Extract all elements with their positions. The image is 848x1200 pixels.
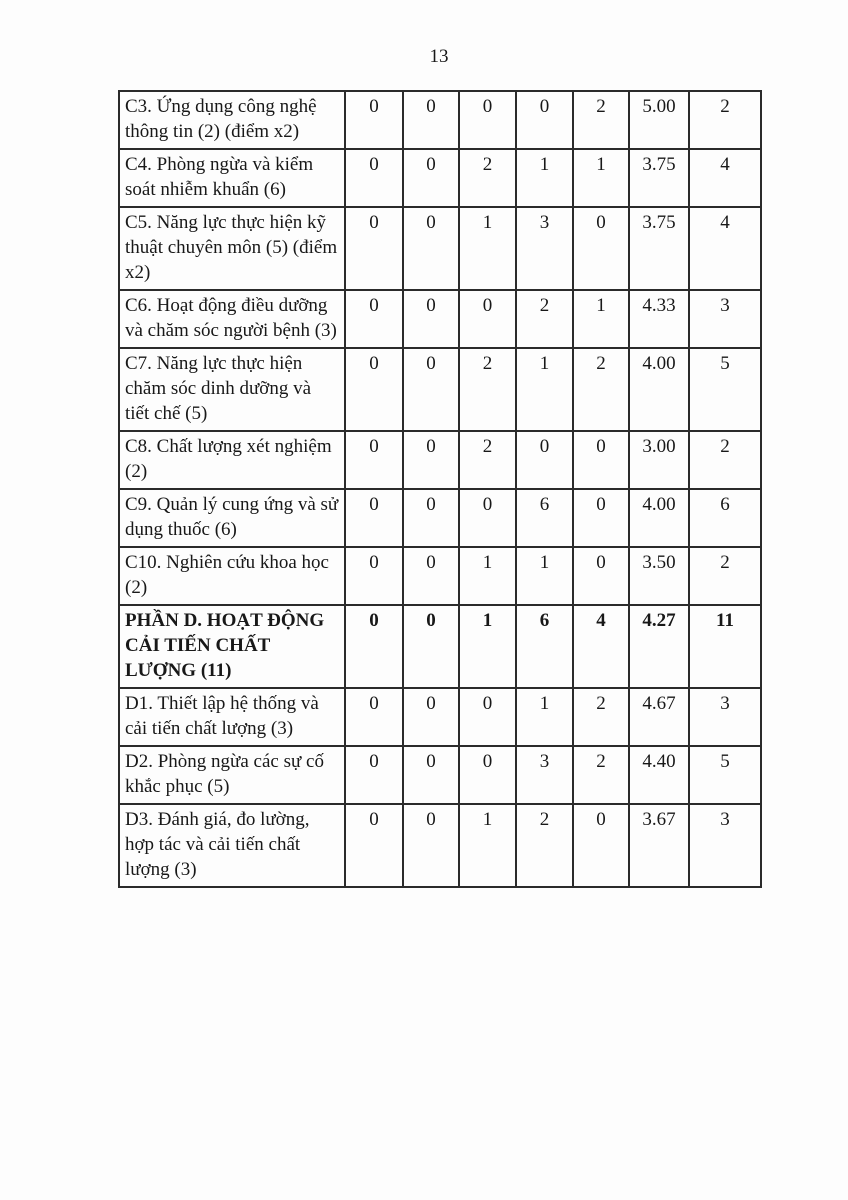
table-row — [119, 431, 761, 489]
value-cell: 4.40 — [629, 746, 689, 804]
value-cell: 0 — [573, 547, 629, 605]
value-cell: 3 — [516, 746, 573, 804]
value-cell: 1 — [459, 547, 516, 605]
value-cell: 0 — [345, 91, 403, 149]
criterion-label: C6. Hoạt động điều dưỡng và chăm sóc người bệnh (3) — [119, 290, 345, 348]
value-cell: 0 — [573, 804, 629, 887]
value-cell: 0 — [403, 804, 459, 887]
criterion-label: C4. Phòng ngừa và kiểm soát nhiễm khuẩn (6) — [119, 149, 345, 207]
value-cell: 4 — [573, 605, 629, 688]
value-cell: 4.00 — [629, 489, 689, 547]
criterion-label: D3. Đánh giá, đo lường, hợp tác và cải tiến chất lượng (3) — [119, 804, 345, 887]
table-row — [119, 149, 761, 207]
criterion-label: C7. Năng lực thực hiện chăm sóc dinh dưỡng và tiết chế (5) — [119, 348, 345, 431]
value-cell: 1 — [573, 149, 629, 207]
value-cell: 3.67 — [629, 804, 689, 887]
criterion-label: C8. Chất lượng xét nghiệm (2) — [119, 431, 345, 489]
value-cell: 0 — [403, 149, 459, 207]
value-cell: 3.75 — [629, 207, 689, 290]
criterion-label: D2. Phòng ngừa các sự cố khắc phục (5) — [119, 746, 345, 804]
value-cell: 0 — [345, 605, 403, 688]
criterion-label: PHẦN D. HOẠT ĐỘNG CẢI TIẾN CHẤT LƯỢNG (11) — [119, 605, 345, 688]
value-cell: 3 — [516, 207, 573, 290]
value-cell: 0 — [573, 431, 629, 489]
table-row — [119, 290, 761, 348]
value-cell: 0 — [345, 547, 403, 605]
value-cell: 1 — [459, 605, 516, 688]
value-cell: 4 — [689, 149, 761, 207]
value-cell: 0 — [516, 431, 573, 489]
value-cell: 2 — [689, 547, 761, 605]
results-table-body — [119, 91, 761, 887]
value-cell: 2 — [459, 348, 516, 431]
value-cell: 6 — [516, 489, 573, 547]
value-cell: 1 — [516, 688, 573, 746]
value-cell: 2 — [573, 746, 629, 804]
value-cell: 0 — [345, 688, 403, 746]
value-cell: 6 — [516, 605, 573, 688]
value-cell: 0 — [345, 431, 403, 489]
value-cell: 0 — [403, 688, 459, 746]
value-cell: 0 — [459, 746, 516, 804]
value-cell: 2 — [516, 804, 573, 887]
value-cell: 5 — [689, 746, 761, 804]
value-cell: 1 — [459, 207, 516, 290]
value-cell: 5 — [689, 348, 761, 431]
value-cell: 0 — [345, 149, 403, 207]
criterion-label: C3. Ứng dụng công nghệ thông tin (2) (điểm x2) — [119, 91, 345, 149]
value-cell: 0 — [345, 804, 403, 887]
value-cell: 3 — [689, 804, 761, 887]
value-cell: 0 — [403, 431, 459, 489]
value-cell: 0 — [403, 91, 459, 149]
value-cell: 0 — [345, 746, 403, 804]
value-cell: 4 — [689, 207, 761, 290]
value-cell: 1 — [516, 547, 573, 605]
table-row — [119, 804, 761, 887]
value-cell: 0 — [403, 489, 459, 547]
value-cell: 0 — [573, 207, 629, 290]
value-cell: 11 — [689, 605, 761, 688]
criterion-label: C5. Năng lực thực hiện kỹ thuật chuyên môn (5) (điểm x2) — [119, 207, 345, 290]
quality-criteria-table — [118, 90, 762, 888]
value-cell: 1 — [516, 348, 573, 431]
value-cell: 0 — [403, 348, 459, 431]
value-cell: 0 — [345, 290, 403, 348]
value-cell: 3.00 — [629, 431, 689, 489]
table-row — [119, 489, 761, 547]
value-cell: 0 — [403, 290, 459, 348]
value-cell: 0 — [403, 746, 459, 804]
value-cell: 0 — [403, 207, 459, 290]
criterion-label: C9. Quản lý cung ứng và sử dụng thuốc (6) — [119, 489, 345, 547]
value-cell: 1 — [516, 149, 573, 207]
value-cell: 0 — [459, 489, 516, 547]
criterion-label: C10. Nghiên cứu khoa học (2) — [119, 547, 345, 605]
value-cell: 2 — [573, 348, 629, 431]
value-cell: 0 — [459, 290, 516, 348]
value-cell: 2 — [516, 290, 573, 348]
value-cell: 0 — [573, 489, 629, 547]
table-row — [119, 605, 761, 688]
value-cell: 0 — [345, 489, 403, 547]
value-cell: 2 — [573, 91, 629, 149]
table-row — [119, 547, 761, 605]
value-cell: 0 — [345, 348, 403, 431]
value-cell: 3 — [689, 688, 761, 746]
value-cell: 0 — [403, 547, 459, 605]
value-cell: 2 — [459, 431, 516, 489]
page-number: 13 — [429, 46, 449, 67]
table-row — [119, 348, 761, 431]
value-cell: 4.33 — [629, 290, 689, 348]
value-cell: 2 — [459, 149, 516, 207]
value-cell: 0 — [403, 605, 459, 688]
value-cell: 4.00 — [629, 348, 689, 431]
value-cell: 0 — [345, 207, 403, 290]
value-cell: 3.50 — [629, 547, 689, 605]
value-cell: 2 — [689, 91, 761, 149]
value-cell: 5.00 — [629, 91, 689, 149]
value-cell: 3 — [689, 290, 761, 348]
value-cell: 2 — [689, 431, 761, 489]
value-cell: 0 — [459, 91, 516, 149]
value-cell: 1 — [459, 804, 516, 887]
value-cell: 1 — [573, 290, 629, 348]
value-cell: 4.67 — [629, 688, 689, 746]
value-cell: 3.75 — [629, 149, 689, 207]
table-row — [119, 207, 761, 290]
value-cell: 0 — [516, 91, 573, 149]
table-row — [119, 688, 761, 746]
table-row — [119, 91, 761, 149]
table-row — [119, 746, 761, 804]
value-cell: 6 — [689, 489, 761, 547]
value-cell: 4.27 — [629, 605, 689, 688]
value-cell: 0 — [459, 688, 516, 746]
criterion-label: D1. Thiết lập hệ thống và cải tiến chất lượng (3) — [119, 688, 345, 746]
value-cell: 2 — [573, 688, 629, 746]
